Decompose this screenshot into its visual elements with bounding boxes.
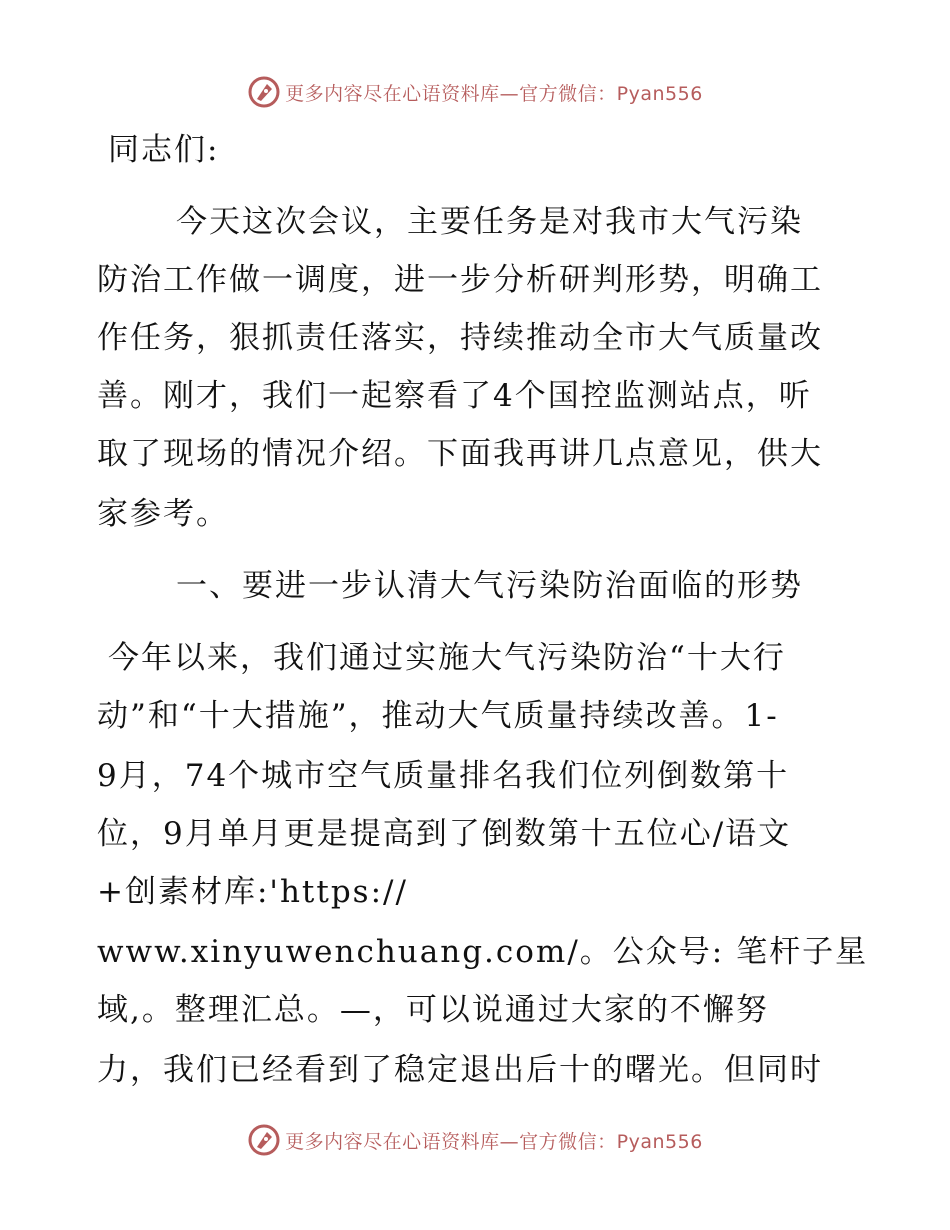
paragraph-2-line-3: 9月，74个城市空气质量排名我们位列倒数第十	[97, 758, 790, 794]
paragraph-1-line-4: 善。刚才，我们一起察看了4个国控监测站点，听	[97, 378, 812, 414]
paragraph-1-line-6: 家参考。	[97, 496, 229, 532]
paragraph-1-line-1: 今天这次会议，主要任务是对我市大气污染	[176, 204, 803, 240]
section-heading-1: 一、要进一步认清大气污染防治面临的形势	[176, 568, 803, 604]
salutation: 同志们:	[108, 132, 220, 168]
footer-watermark-text: 更多内容尽在心语资料库—官方微信：Pyan556	[285, 1130, 703, 1153]
footer-watermark-banner	[0, 1120, 950, 1160]
paragraph-2-line-4: 位，9月单月更是提高到了倒数第十五位心/语文	[97, 816, 792, 852]
header-watermark-text: 更多内容尽在心语资料库—官方微信：Pyan556	[285, 82, 703, 105]
paragraph-1-line-5: 取了现场的情况介绍。下面我再讲几点意见，供大	[97, 436, 823, 472]
pen-nib-logo-icon	[247, 1123, 281, 1157]
paragraph-2-line-7: 域,。整理汇总。—，可以说通过大家的不懈努	[97, 992, 769, 1028]
header-watermark-banner	[0, 72, 950, 112]
paragraph-2-line-2: 动”和“十大措施”，推动大气质量持续改善。1-	[97, 698, 779, 734]
paragraph-2-line-6: www.xinyuwenchuang.com/。公众号: 笔杆子星	[97, 934, 869, 970]
paragraph-1-line-2: 防治工作做一调度，进一步分析研判形势，明确工	[97, 262, 823, 298]
paragraph-2-line-1: 今年以来，我们通过实施大气污染防治“十大行	[108, 640, 786, 676]
paragraph-1-line-3: 作任务，狠抓责任落实，持续推动全市大气质量改	[97, 320, 823, 356]
paragraph-2-line-5: +创素材库:'https://	[97, 874, 408, 910]
pen-nib-logo-icon	[247, 75, 281, 109]
paragraph-2-line-8: 力，我们已经看到了稳定退出后十的曙光。但同时	[97, 1052, 823, 1088]
